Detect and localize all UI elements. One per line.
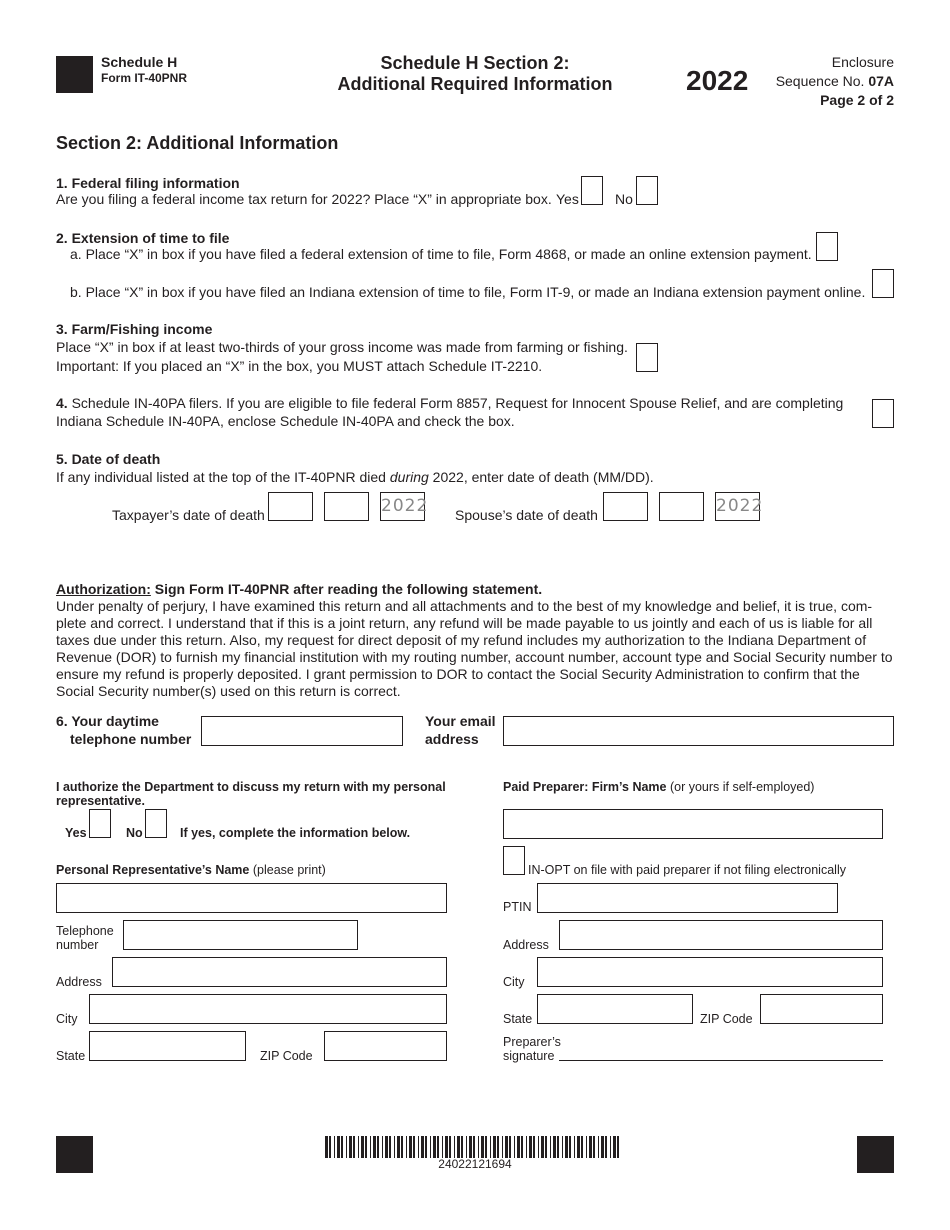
rep-name-label-text: Personal Representative’s Name — [56, 863, 250, 877]
preparer-zip-input[interactable] — [760, 994, 883, 1024]
q1-text: Are you filing a federal income tax return for 2022? Place “X” in appropriate box. — [56, 191, 552, 207]
spouse-dod-label: Spouse’s date of death — [455, 507, 598, 523]
barcode-bar — [569, 1136, 571, 1158]
preparer-city-input[interactable] — [537, 957, 883, 987]
barcode-bar — [370, 1136, 371, 1158]
authorization-line-1: Under penalty of perjury, I have examined this return and all attachments and to the best of my knowledge and belief, it is true, com- — [56, 598, 873, 614]
registration-mark-bottom-left — [56, 1136, 93, 1173]
barcode-bar — [442, 1136, 443, 1158]
preparer-zip-label: ZIP Code — [700, 1012, 753, 1026]
barcode-bar — [454, 1136, 455, 1158]
rep-state-label: State — [56, 1049, 86, 1063]
rep-name-input[interactable] — [56, 883, 447, 913]
q2-title: 2. Extension of time to file — [56, 230, 230, 246]
preparer-address-input[interactable] — [559, 920, 883, 950]
barcode-bar — [478, 1136, 479, 1158]
authorization-line-2: plete and correct. I understand that if this is a joint return, any refund will be made payable to us jointly and each of us is liable for all — [56, 615, 873, 631]
barcode-bar — [581, 1136, 583, 1158]
rep-city-input[interactable] — [89, 994, 447, 1024]
barcode-bar — [550, 1136, 551, 1158]
section-title: Section 2: Additional Information — [56, 133, 339, 153]
rep-address-label: Address — [56, 975, 102, 989]
preparer-city-label: City — [503, 975, 525, 989]
preparer-signature-label-1: Preparer’s — [503, 1035, 561, 1049]
rep-address-input[interactable] — [112, 957, 447, 987]
barcode-bar — [485, 1136, 487, 1158]
barcode-bar — [473, 1136, 475, 1158]
barcode-bar — [349, 1136, 352, 1158]
authorization-line-3: taxes due under this return. Also, my request for direct deposit of my refund includes my authorization to the Indiana Department of — [56, 632, 867, 648]
q3-line1: Place “X” in box if at least two-thirds of your gross income was made from farming or fishing. — [56, 339, 628, 355]
phone-label-1: 6. Your daytime — [56, 713, 159, 729]
preparer-signature-label-2: signature — [503, 1049, 555, 1063]
q5-text-em: during — [389, 469, 429, 485]
barcode-bar — [373, 1136, 376, 1158]
authorization-line-5: ensure my refund is properly deposited. I grant permission to DOR to contact the Social Security Administration to confirm that the — [56, 666, 860, 682]
ptin-label: PTIN — [503, 900, 532, 914]
barcode-bar — [334, 1136, 335, 1158]
barcode-bar — [385, 1136, 388, 1158]
taxpayer-dod-day[interactable] — [324, 492, 369, 521]
barcode-bar — [433, 1136, 436, 1158]
spouse-dod-day[interactable] — [659, 492, 704, 521]
barcode-bar — [617, 1136, 619, 1158]
authorization-heading — [56, 581, 542, 597]
authorize-text-1: I authorize the Department to discuss my return with my personal — [56, 780, 446, 794]
barcode-bar — [389, 1136, 391, 1158]
barcode-bar — [497, 1136, 499, 1158]
preparer-state-input[interactable] — [537, 994, 693, 1024]
barcode-bar — [406, 1136, 407, 1158]
schedule-label: Schedule H — [101, 54, 178, 70]
preparer-firm-hint: (or yours if self-employed) — [666, 780, 815, 794]
q2a-text: a. Place “X” in box if you have filed a federal extension of time to file, Form 4868, or made an online extension payment. — [70, 246, 812, 262]
barcode-bar — [409, 1136, 412, 1158]
authorization-line-6: Social Security number(s) used on this return is correct. — [56, 683, 401, 699]
barcode-bar — [601, 1136, 604, 1158]
preparer-firm-label-text: Paid Preparer: Firm’s Name — [503, 780, 667, 794]
q5-text — [56, 469, 654, 485]
rep-name-hint: (please print) — [249, 863, 326, 877]
barcode-bar — [461, 1136, 463, 1158]
tax-year: 2022 — [686, 65, 749, 96]
q3-title: 3. Farm/Fishing income — [56, 321, 213, 337]
rep-city-label: City — [56, 1012, 78, 1026]
barcode-bar — [610, 1136, 611, 1158]
barcode-bar — [514, 1136, 515, 1158]
barcode-bar — [337, 1136, 340, 1158]
inopt-label: IN-OPT on file with paid preparer if not filing electronically — [528, 863, 846, 877]
barcode-bar — [502, 1136, 503, 1158]
inopt-checkbox[interactable] — [503, 846, 525, 875]
barcode-bar — [589, 1136, 592, 1158]
authorization-line-4: Revenue (DOR) to furnish my financial institution with my routing number, account number, account type and Social Security number to — [56, 649, 893, 665]
q4-checkbox[interactable] — [872, 399, 894, 428]
preparer-address-label: Address — [503, 938, 549, 952]
barcode-bar — [449, 1136, 451, 1158]
sequence-number — [776, 73, 894, 89]
barcode-bar — [401, 1136, 403, 1158]
barcode-bar — [577, 1136, 580, 1158]
barcode-bar — [430, 1136, 431, 1158]
barcode-bar — [361, 1136, 364, 1158]
q2b-checkbox[interactable] — [872, 269, 894, 298]
q4-number: 4. — [56, 395, 68, 411]
barcode-bar — [553, 1136, 556, 1158]
barcode-bar — [457, 1136, 460, 1158]
barcode-bar — [613, 1136, 616, 1158]
barcode-bar — [593, 1136, 595, 1158]
form-label: Form IT-40PNR — [101, 71, 188, 85]
q1-yes-label: Yes — [556, 191, 579, 207]
spouse-dod-year: 2022 — [715, 492, 760, 521]
barcode-bar — [413, 1136, 415, 1158]
barcode-bar — [425, 1136, 427, 1158]
barcode-bar — [521, 1136, 523, 1158]
rep-yes-label: Yes — [65, 826, 87, 840]
barcode-bar — [533, 1136, 535, 1158]
barcode — [325, 1136, 625, 1158]
barcode-bar — [382, 1136, 383, 1158]
authorization-heading-rest: Sign Form IT-40PNR after reading the following statement. — [150, 581, 543, 597]
q1-no-label: No — [615, 191, 633, 207]
barcode-bar — [469, 1136, 472, 1158]
sequence-label: Sequence No. — [775, 73, 865, 89]
q2b-text: b. Place “X” in box if you have filed an Indiana extension of time to file, Form IT-9, or made an Indiana extension payment online. — [70, 284, 866, 300]
rep-telephone-input[interactable] — [123, 920, 358, 950]
barcode-bar — [565, 1136, 568, 1158]
rep-telephone-label-1: Telephone — [56, 924, 114, 938]
page-title-line1: Schedule H Section 2: — [380, 53, 570, 73]
barcode-bar — [574, 1136, 575, 1158]
registration-mark-top-left — [56, 56, 93, 93]
q3-line2: Important: If you placed an “X” in the box, you MUST attach Schedule IT-2210. — [56, 358, 543, 374]
barcode-number: 24022121694 — [438, 1157, 512, 1171]
taxpayer-dod-month[interactable] — [268, 492, 313, 521]
preparer-signature-line[interactable] — [559, 1060, 883, 1061]
barcode-bar — [397, 1136, 400, 1158]
page-title-line2: Additional Required Information — [337, 74, 613, 94]
barcode-bar — [557, 1136, 559, 1158]
q4-line1 — [56, 395, 843, 411]
q1-title: 1. Federal filing information — [56, 175, 240, 191]
rep-no-checkbox[interactable] — [145, 809, 167, 838]
barcode-bar — [493, 1136, 496, 1158]
barcode-bar — [605, 1136, 607, 1158]
rep-no-label: No — [126, 826, 143, 840]
rep-if-yes-text: If yes, complete the information below. — [180, 826, 411, 840]
barcode-bar — [529, 1136, 532, 1158]
barcode-bar — [598, 1136, 599, 1158]
registration-mark-bottom-right — [857, 1136, 894, 1173]
authorize-text-2: representative. — [56, 794, 145, 808]
barcode-bar — [358, 1136, 359, 1158]
barcode-bar — [421, 1136, 424, 1158]
q4-line2: Indiana Schedule IN-40PA, enclose Schedule IN-40PA and check the box. — [56, 413, 515, 429]
barcode-bar — [541, 1136, 544, 1158]
rep-state-input[interactable] — [89, 1031, 246, 1061]
barcode-bar — [353, 1136, 355, 1158]
barcode-bar — [445, 1136, 448, 1158]
page-indicator: Page 2 of 2 — [820, 92, 894, 108]
q5-title: 5. Date of death — [56, 451, 161, 467]
authorization-heading-label: Authorization: — [56, 581, 151, 597]
preparer-firm-input[interactable] — [503, 809, 883, 839]
barcode-bar — [545, 1136, 547, 1158]
taxpayer-dod-label: Taxpayer’s date of death — [112, 507, 265, 523]
q4-line1-text: Schedule IN-40PA filers. If you are eligible to file federal Form 8857, Request for Innocent Spouse Relief, and are completing — [67, 395, 844, 411]
barcode-bar — [526, 1136, 527, 1158]
rep-zip-input[interactable] — [324, 1031, 447, 1061]
barcode-bar — [341, 1136, 343, 1158]
barcode-bar — [394, 1136, 395, 1158]
q1-no-checkbox[interactable] — [636, 176, 658, 205]
phone-label-2: telephone number — [70, 731, 192, 747]
preparer-state-label: State — [503, 1012, 533, 1026]
q2a-checkbox[interactable] — [816, 232, 838, 261]
barcode-bar — [325, 1136, 328, 1158]
ptin-input[interactable] — [537, 883, 838, 913]
barcode-bar — [481, 1136, 484, 1158]
barcode-bar — [509, 1136, 511, 1158]
rep-zip-label: ZIP Code — [260, 1049, 313, 1063]
daytime-phone-input[interactable] — [201, 716, 403, 746]
barcode-bar — [466, 1136, 467, 1158]
barcode-bar — [437, 1136, 439, 1158]
enclosure-label: Enclosure — [831, 54, 894, 70]
barcode-bar — [490, 1136, 491, 1158]
q1-yes-checkbox[interactable] — [581, 176, 603, 205]
barcode-bar — [346, 1136, 347, 1158]
barcode-bar — [538, 1136, 539, 1158]
preparer-firm-label — [503, 780, 814, 794]
barcode-bar — [586, 1136, 587, 1158]
barcode-bar — [365, 1136, 367, 1158]
barcode-bar — [377, 1136, 379, 1158]
q3-checkbox[interactable] — [636, 343, 658, 372]
rep-telephone-label-2: number — [56, 938, 99, 952]
email-label-1: Your email — [425, 713, 496, 729]
barcode-bar — [329, 1136, 331, 1158]
email-label-2: address — [425, 731, 479, 747]
barcode-bar — [517, 1136, 520, 1158]
email-input[interactable] — [503, 716, 894, 746]
barcode-bar — [562, 1136, 563, 1158]
rep-name-label — [56, 863, 326, 877]
rep-yes-checkbox[interactable] — [89, 809, 111, 838]
taxpayer-dod-year: 2022 — [380, 492, 425, 521]
barcode-bar — [418, 1136, 419, 1158]
q5-text-pre: If any individual listed at the top of the IT-40PNR died — [56, 469, 390, 485]
barcode-bar — [505, 1136, 508, 1158]
spouse-dod-month[interactable] — [603, 492, 648, 521]
sequence-value: 07A — [868, 73, 894, 89]
q5-text-post: 2022, enter date of death (MM/DD). — [428, 469, 654, 485]
